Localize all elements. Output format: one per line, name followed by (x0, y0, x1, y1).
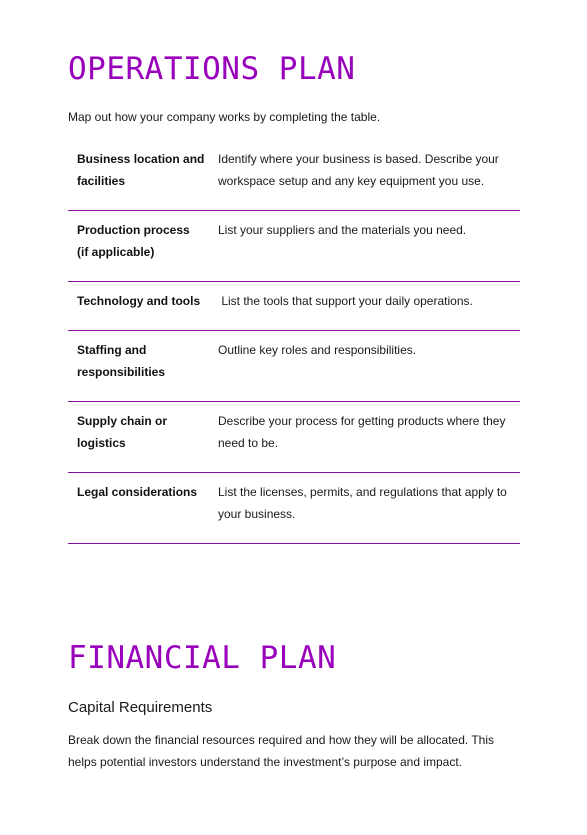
table-row (68, 331, 520, 402)
operations-plan-title: OPERATIONS PLAN (68, 51, 356, 87)
row-description: List the tools that support your daily operations. (218, 294, 473, 308)
table-row (68, 282, 520, 331)
row-description: List your suppliers and the materials you need. (218, 223, 467, 237)
row-label: Staffing and responsibilities (77, 343, 166, 379)
row-label: Production process (if applicable) (77, 223, 190, 259)
table-row (68, 211, 520, 282)
capital-requirements-heading: Capital Requirements (68, 699, 213, 716)
row-label: Legal considerations (77, 485, 198, 499)
operations-table (68, 140, 520, 544)
financial-plan-title: FINANCIAL PLAN (68, 640, 337, 676)
row-description: List the licenses, permits, and regulations that apply to your business. (218, 485, 507, 521)
row-description: Identify where your business is based. Describe your workspace setup and any key equipment you use. (218, 152, 499, 188)
operations-intro: Map out how your company works by completing the table. (68, 110, 381, 124)
table-row (68, 473, 520, 544)
row-label: Business location and facilities (77, 152, 205, 188)
financial-body-text: Break down the financial resources required and how they will be allocated. This helps potential investors understand the investment’s purpose and impact. (68, 733, 495, 769)
row-label: Supply chain or logistics (77, 414, 168, 450)
table-row (68, 402, 520, 473)
row-description: Outline key roles and responsibilities. (218, 343, 417, 357)
row-description: Describe your process for getting products where they need to be. (218, 414, 506, 450)
row-label: Technology and tools (77, 294, 201, 308)
table-row (68, 140, 520, 211)
